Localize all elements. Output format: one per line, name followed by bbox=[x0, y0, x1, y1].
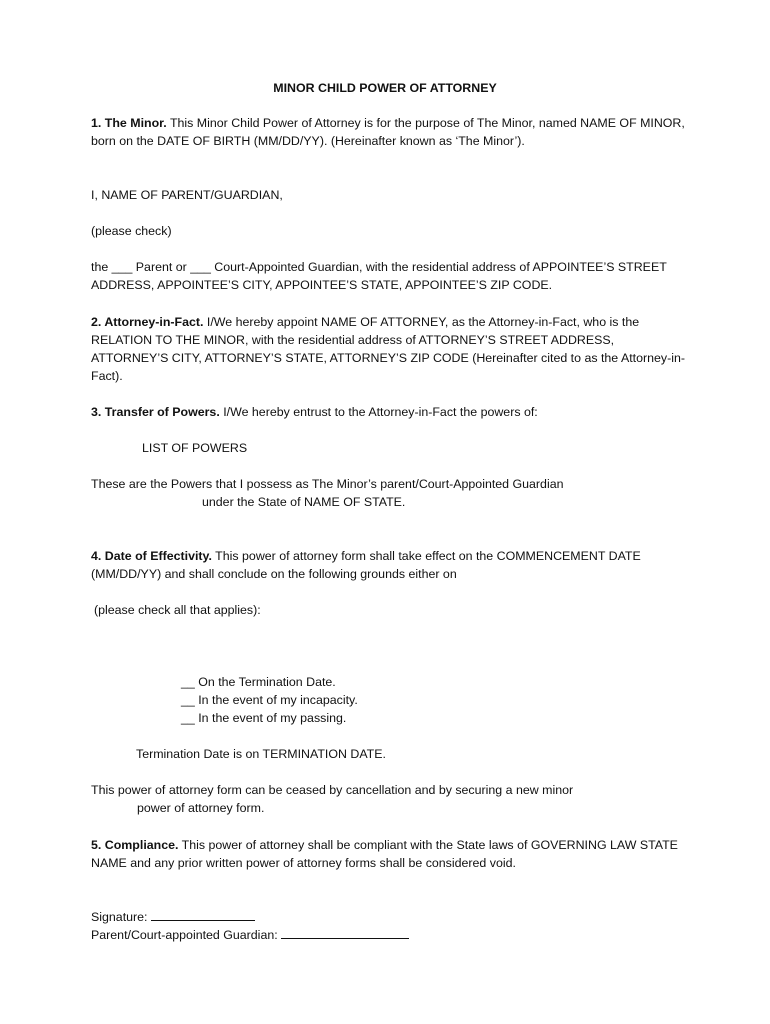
cease-statement-line1: This power of attorney form can be ceased by cancellation and by securing a new minor bbox=[91, 783, 574, 797]
signature-row bbox=[91, 908, 691, 926]
section-minor-heading: 1. The Minor. bbox=[91, 116, 167, 130]
guardian-signature-line[interactable] bbox=[281, 926, 409, 939]
option-termination-date: __ On the Termination Date. bbox=[181, 675, 336, 689]
role-line: the ___ Parent or ___ Court-Appointed Guardian, with the residential address of APPOINTEE’S STREET ADDRESS, APPOINTEE’S CITY, APPOINTEE’S STATE, APPOINTEE’S ZIP CODE. bbox=[91, 260, 667, 292]
section-minor-text: This Minor Child Power of Attorney is for the purpose of The Minor, named NAME OF MINOR, born on the DATE OF BIRTH (MM/DD/YY). (Hereinafter known as ‘The Minor’). bbox=[91, 116, 685, 148]
signature-label: Signature: bbox=[91, 910, 151, 924]
section-attorney bbox=[91, 313, 691, 385]
section-effectivity bbox=[91, 547, 691, 583]
section-attorney-heading: 2. Attorney-in-Fact. bbox=[91, 315, 204, 329]
guardian-signature-row bbox=[91, 926, 691, 944]
guardian-label: Parent/Court-appointed Guardian: bbox=[91, 928, 282, 942]
option-passing: __ In the event of my passing. bbox=[181, 711, 347, 725]
powers-statement-line2: under the State of NAME OF STATE. bbox=[202, 495, 406, 509]
section-compliance bbox=[91, 836, 691, 872]
powers-statement bbox=[91, 475, 691, 511]
parent-line: I, NAME OF PARENT/GUARDIAN, bbox=[91, 188, 283, 202]
list-of-powers: LIST OF POWERS bbox=[142, 441, 248, 455]
section-powers-heading: 3. Transfer of Powers. bbox=[91, 405, 220, 419]
cease-statement bbox=[91, 781, 691, 817]
document-title: MINOR CHILD POWER OF ATTORNEY bbox=[273, 81, 497, 95]
please-check-label: (please check) bbox=[91, 224, 172, 238]
section-attorney-text: I/We hereby appoint NAME OF ATTORNEY, as the Attorney-in-Fact, who is the RELATION TO THE MINOR, with the residential address of ATTORNEY’S STREET ADDRESS, ATTORNEY’S CITY, ATTORNEY’S STATE, ATTORNEY’S ZIP CODE (Hereinafter cited to as the Attorney-in-Fact). bbox=[91, 315, 685, 383]
section-minor bbox=[91, 114, 691, 150]
please-check-all-label: (please check all that applies): bbox=[94, 603, 261, 617]
section-powers-text: I/We hereby entrust to the Attorney-in-Fact the powers of: bbox=[219, 405, 538, 419]
section-effectivity-text: This power of attorney form shall take effect on the COMMENCEMENT DATE (MM/DD/YY) and shall conclude on the following grounds either on bbox=[91, 549, 641, 581]
section-powers bbox=[91, 403, 691, 421]
termination-date-line: Termination Date is on TERMINATION DATE. bbox=[136, 747, 386, 761]
option-incapacity: __ In the event of my incapacity. bbox=[181, 693, 358, 707]
section-effectivity-heading: 4. Date of Effectivity. bbox=[91, 549, 212, 563]
section-compliance-text: This power of attorney shall be compliant with the State laws of GOVERNING LAW STATE NAME and any prior written power of attorney forms shall be considered void. bbox=[91, 838, 678, 870]
powers-statement-line1: These are the Powers that I possess as The Minor’s parent/Court-Appointed Guardian bbox=[91, 477, 564, 491]
section-compliance-heading: 5. Compliance. bbox=[91, 838, 179, 852]
signature-line[interactable] bbox=[151, 908, 255, 921]
cease-statement-line2: power of attorney form. bbox=[137, 801, 265, 815]
